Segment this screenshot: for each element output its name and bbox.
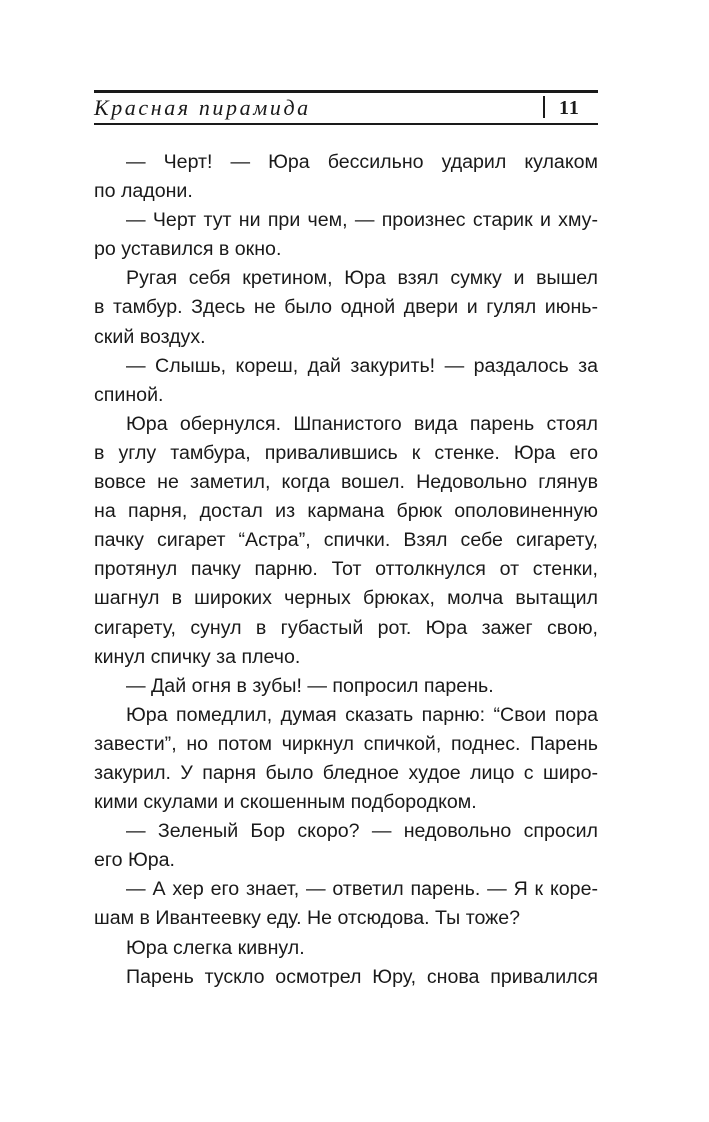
text-line: в углу тамбура, привалившись к стенке. Юра его <box>94 441 598 464</box>
text-line: Юра слегка кивнул. <box>126 936 305 959</box>
text-line: его Юра. <box>94 849 175 872</box>
text-line: протянул пачку парню. Тот оттолкнулся от стенки, <box>94 558 598 581</box>
text-line: Парень тускло осмотрел Юру, снова привалился <box>126 965 598 988</box>
text-line: спиной. <box>94 383 164 406</box>
text-line: шагнул в широких черных брюках, молча вытащил <box>94 587 598 610</box>
body-text <box>94 148 598 992</box>
book-page <box>94 0 598 1122</box>
text-line: на парня, достал из кармана брюк ополовиненную <box>94 500 598 523</box>
header-top-rule <box>94 90 598 93</box>
text-line: по ладони. <box>94 180 193 203</box>
running-title: Красная пирамида <box>94 95 311 120</box>
running-header <box>94 90 598 126</box>
text-line: — Зеленый Бор скоро? — недовольно спросил <box>126 820 598 843</box>
text-line: пачку сигарет “Астра”, спички. Взял себе сигарету, <box>94 529 598 552</box>
text-line: вовсе не заметил, когда вошел. Недовольно глянув <box>94 471 598 494</box>
text-line: кинул спичку за плечо. <box>94 645 301 668</box>
text-line: закурил. У парня было бледное худое лицо с широ- <box>94 761 598 784</box>
text-line: — Черт! — Юра бессильно ударил кулаком <box>126 151 598 173</box>
text-line: Юра помедлил, думая сказать парню: “Свои пора <box>126 703 598 726</box>
text-line: Юра обернулся. Шпанистого вида парень стоял <box>126 412 598 435</box>
text-line: шам в Ивантеевку еду. Не отсюдова. Ты тоже? <box>94 907 521 930</box>
text-line: ский воздух. <box>94 325 206 348</box>
text-line: ро уставился в окно. <box>94 238 282 261</box>
text-line: — Дай огня в зубы! — попросил парень. <box>126 674 494 697</box>
text-line: кими скулами и скошенным подбородком. <box>94 791 477 814</box>
header-divider <box>543 96 545 118</box>
text-line: в тамбур. Здесь не было одной двери и гулял июнь- <box>94 296 598 319</box>
text-line: — Слышь, кореш, дай закурить! — раздалось за <box>126 354 598 377</box>
header-bottom-rule <box>94 123 598 125</box>
text-line: сигарету, сунул в губастый рот. Юра зажег свою, <box>94 616 598 639</box>
text-line: — А хер его знает, — ответил парень. — Я к коре- <box>126 878 598 901</box>
text-line: Ругая себя кретином, Юра взял сумку и вышел <box>126 267 598 290</box>
text-line: — Черт тут ни при чем, — произнес старик и хму- <box>126 209 598 232</box>
page-number: 11 <box>559 97 580 119</box>
text-line: завести”, но потом чиркнул спичкой, поднес. Парень <box>94 732 598 755</box>
